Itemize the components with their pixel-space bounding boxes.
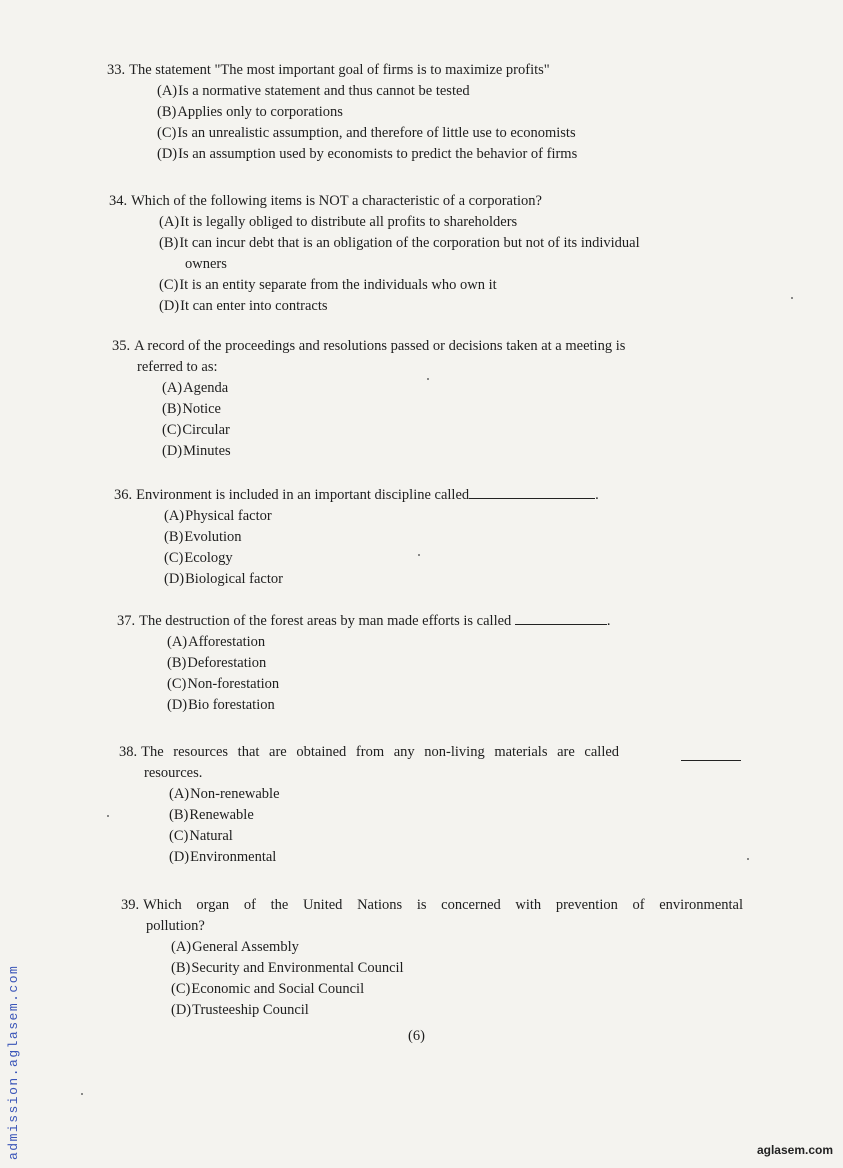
option-text: Security and Environmental Council [191, 960, 404, 976]
option-text: Applies only to corporations [177, 104, 343, 120]
answer-blank [681, 746, 741, 761]
option-text: Afforestation [188, 634, 266, 650]
option-d [159, 296, 734, 317]
option-label: (D) [167, 697, 188, 713]
question-34 [109, 191, 734, 317]
stem-end: . [595, 487, 599, 503]
option-label: (B) [167, 655, 187, 671]
footer-brand: aglasem.com [756, 1143, 833, 1157]
option-text: Is an assumption used by economists to predict the behavior of firms [178, 146, 578, 162]
option-text: Deforestation [187, 655, 267, 671]
option-text: It is legally obliged to distribute all profits to shareholders [180, 214, 518, 230]
question-stem-continued [137, 357, 735, 378]
question-text: Which organ of the United Nations is concerned with prevention of environmental [143, 897, 743, 913]
option-text: Evolution [184, 529, 242, 545]
option-d [169, 847, 741, 868]
question-38 [119, 742, 741, 868]
option-label: (D) [157, 146, 178, 162]
question-number: 36. [114, 487, 133, 503]
option-text: Natural [189, 828, 233, 844]
question-stem [112, 336, 735, 357]
option-text: It can incur debt that is an obligation of the corporation but not of its individual [179, 235, 640, 251]
option-text: Physical factor [185, 508, 272, 524]
question-39 [121, 895, 743, 1021]
question-33 [107, 60, 747, 165]
option-label: (C) [164, 550, 184, 566]
option-label: (C) [162, 422, 182, 438]
option-label: (B) [164, 529, 184, 545]
page-number: (6) [408, 1028, 425, 1044]
option-text: Non-renewable [190, 786, 280, 802]
option-label: (A) [169, 786, 190, 802]
option-text: Renewable [189, 807, 254, 823]
question-number: 39. [121, 897, 140, 913]
option-d [157, 144, 747, 165]
question-stem [121, 895, 743, 916]
option-label: (D) [159, 298, 180, 314]
option-b [164, 527, 734, 548]
question-number: 33. [107, 62, 126, 78]
option-d [167, 695, 737, 716]
option-text-cont: owners [185, 256, 227, 272]
option-label: (B) [162, 401, 182, 417]
option-text: Environmental [190, 849, 277, 865]
option-b-continued [185, 254, 734, 275]
question-stem [114, 484, 734, 506]
option-b [167, 653, 737, 674]
option-c [157, 123, 747, 144]
watermark-url: admission.aglasem.com [6, 964, 21, 1160]
question-stem [107, 60, 747, 81]
option-text: Notice [182, 401, 221, 417]
option-d [162, 441, 735, 462]
option-a [167, 632, 737, 653]
option-text: Non-forestation [187, 676, 280, 692]
option-c [169, 826, 741, 847]
option-label: (D) [162, 443, 183, 459]
option-label: (C) [171, 981, 191, 997]
option-label: (A) [164, 508, 185, 524]
scan-speck [107, 815, 109, 817]
option-label: (A) [157, 83, 178, 99]
answer-blank [469, 484, 595, 499]
option-b [162, 399, 735, 420]
scan-speck [418, 554, 420, 556]
question-number: 35. [112, 338, 131, 354]
option-text: General Assembly [192, 939, 299, 955]
option-a [159, 212, 734, 233]
option-label: (C) [157, 125, 177, 141]
option-a [171, 937, 743, 958]
scan-speck [747, 858, 749, 860]
scan-speck [791, 297, 793, 299]
question-stem [109, 191, 734, 212]
option-d [164, 569, 734, 590]
question-36 [114, 484, 734, 590]
question-text-cont: referred to as: [137, 359, 218, 375]
question-text: The resources that are obtained from any non-living materials are called [141, 744, 620, 760]
option-label: (B) [157, 104, 177, 120]
option-c [167, 674, 737, 695]
option-text: Bio forestation [188, 697, 275, 713]
question-text-cont: resources. [144, 765, 203, 781]
option-label: (A) [167, 634, 188, 650]
option-c [159, 275, 734, 296]
option-label: (D) [169, 849, 190, 865]
question-37 [117, 610, 737, 716]
option-label: (D) [171, 1002, 192, 1018]
option-a [157, 81, 747, 102]
option-label: (A) [159, 214, 180, 230]
stem-end: . [606, 613, 611, 629]
question-stem-continued [144, 763, 741, 784]
option-label: (B) [171, 960, 191, 976]
option-a [169, 784, 741, 805]
option-c [171, 979, 743, 1000]
question-stem-continued [146, 916, 743, 937]
question-text: The destruction of the forest areas by man made efforts is called [139, 613, 512, 629]
option-label: (B) [159, 235, 179, 251]
question-stem [117, 610, 737, 632]
option-label: (A) [162, 380, 183, 396]
option-text: Is a normative statement and thus cannot be tested [178, 83, 470, 99]
option-label: (D) [164, 571, 185, 587]
option-label: (A) [171, 939, 192, 955]
question-number: 34. [109, 193, 128, 209]
option-text: Agenda [183, 380, 229, 396]
scan-speck [427, 378, 429, 380]
option-d [171, 1000, 743, 1021]
option-a [164, 506, 734, 527]
question-text: Environment is included in an important discipline called [136, 487, 470, 503]
option-text: Is an unrealistic assumption, and therefore of little use to economists [177, 125, 576, 141]
question-number: 37. [117, 613, 136, 629]
option-label: (C) [169, 828, 189, 844]
question-text: Which of the following items is NOT a characteristic of a corporation? [131, 193, 542, 209]
scan-speck [81, 1093, 83, 1095]
option-text: Economic and Social Council [191, 981, 365, 997]
option-label: (C) [159, 277, 179, 293]
question-number: 38. [119, 744, 138, 760]
option-text: Ecology [184, 550, 233, 566]
question-text-cont: pollution? [146, 918, 205, 934]
option-c [164, 548, 734, 569]
answer-blank [515, 610, 607, 625]
question-stem [119, 742, 741, 763]
option-b [169, 805, 741, 826]
option-c [162, 420, 735, 441]
option-label: (C) [167, 676, 187, 692]
option-b [159, 233, 734, 254]
option-b [171, 958, 743, 979]
option-b [157, 102, 747, 123]
option-text: Biological factor [185, 571, 283, 587]
question-35 [112, 336, 735, 462]
option-text: Trusteeship Council [192, 1002, 309, 1018]
option-text: Circular [182, 422, 230, 438]
option-text: It can enter into contracts [180, 298, 328, 314]
option-label: (B) [169, 807, 189, 823]
question-text: A record of the proceedings and resolutions passed or decisions taken at a meeting is [134, 338, 626, 354]
question-text: The statement "The most important goal of firms is to maximize profits" [129, 62, 550, 78]
option-text: It is an entity separate from the individuals who own it [179, 277, 497, 293]
option-text: Minutes [183, 443, 231, 459]
option-a [162, 378, 735, 399]
